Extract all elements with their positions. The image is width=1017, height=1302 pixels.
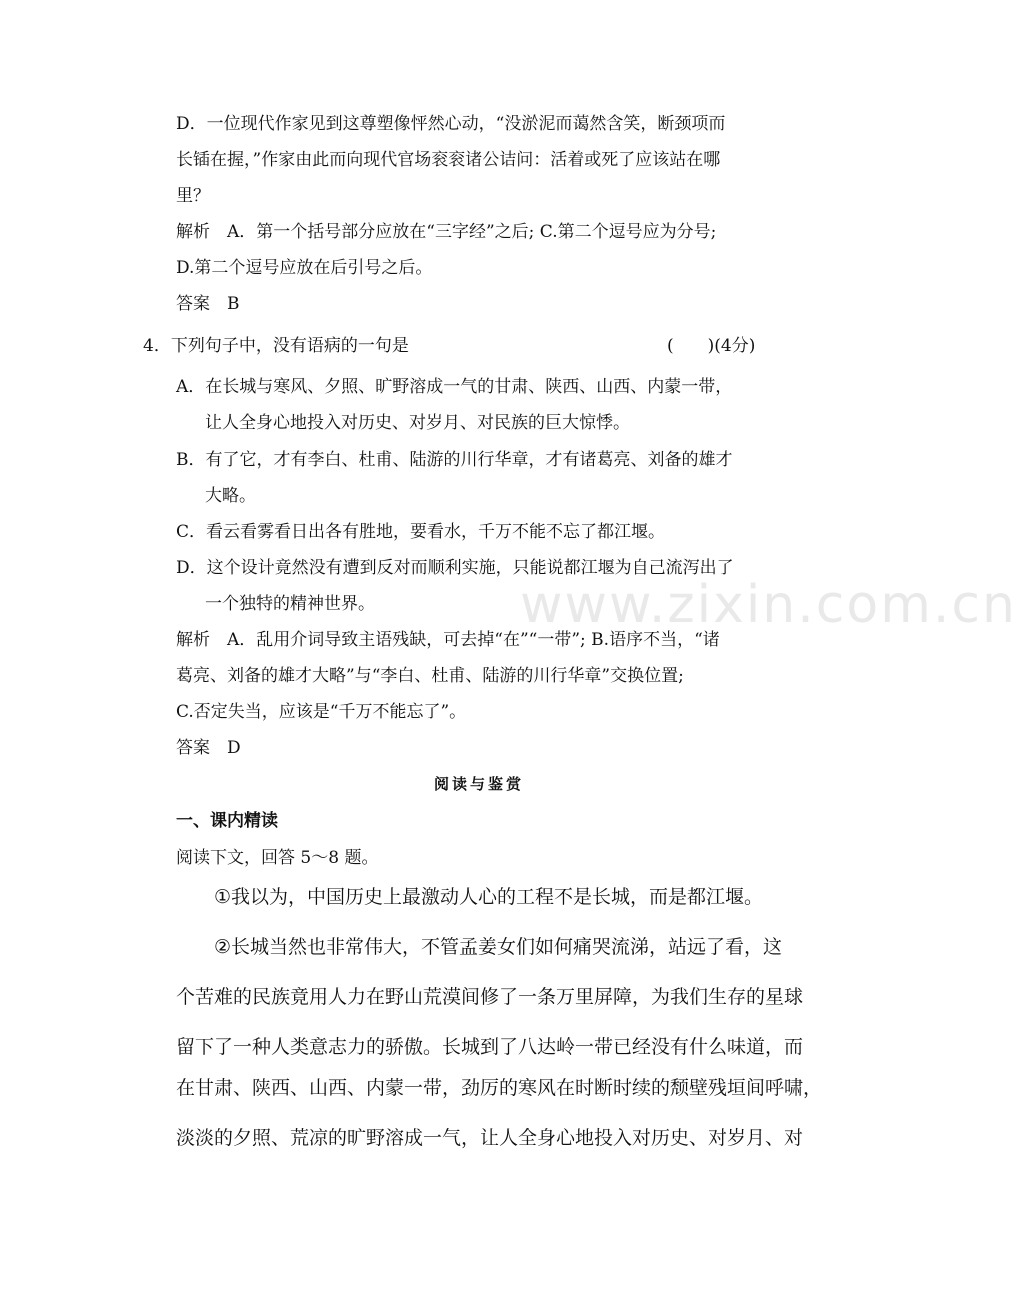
q4-answer: 答案 D [176, 738, 241, 758]
passage-line-1: ②长城当然也非常伟大，不管孟姜女们如何痛哭流涕，站远了看，这 [214, 936, 783, 958]
passage-line-3: 留下了一种人类意志力的骄傲。长城到了八达岭一带已经没有什么味道，而 [176, 1036, 804, 1058]
passage-paragraph-1: ①我以为，中国历史上最激动人心的工程不是长城，而是都江堰。 [214, 886, 764, 908]
subsection-title: 一、课内精读 [176, 811, 278, 831]
q4-option-a-line-2: 让人全身心地投入对历史、对岁月、对民族的巨大惊悸。 [205, 413, 630, 433]
q3-analysis-line-2: D.第二个逗号应放在后引号之后。 [176, 258, 433, 278]
passage-line-5: 淡淡的夕照、荒凉的旷野溶成一气，让人全身心地投入对历史、对岁月、对 [176, 1127, 804, 1149]
q3-option-d-line-2: 长锸在握，”作家由此而向现代官场衮衮诸公诘问：活着或死了应该站在哪 [176, 150, 721, 170]
q4-option-b-line-1: B．有了它，才有李白、杜甫、陆游的川行华章，才有诸葛亮、刘备的雄才 [176, 450, 733, 470]
q4-option-d-line-2: 一个独特的精神世界。 [205, 594, 375, 614]
q3-option-d-line-1: D．一位现代作家见到这尊塑像怦然心动，“没淤泥而蔼然含笑，断颈项而 [176, 114, 726, 134]
passage-line-2: 个苦难的民族竟用人力在野山荒漠间修了一条万里屏障，为我们生存的星球 [176, 986, 804, 1008]
q3-answer: 答案 B [176, 294, 240, 314]
q4-option-b-line-2: 大略。 [205, 486, 256, 506]
q4-analysis-line-1: 解析 A．乱用介词导致主语残缺，可去掉“在”“一带”; B.语序不当，“诸 [176, 630, 720, 650]
q4-score: ( )(4分) [667, 336, 756, 356]
q3-analysis-line-1: 解析 A．第一个括号部分应放在“三字经”之后; C.第二个逗号应为分号; [176, 222, 717, 242]
section-title: 阅读与鉴赏 [434, 775, 525, 793]
q4-option-c: C．看云看雾看日出各有胜地，要看水，千万不能不忘了都江堰。 [176, 522, 666, 542]
q4-analysis-line-3: C.否定失当，应该是“千万不能忘了”。 [176, 702, 467, 722]
instruction: 阅读下文，回答 5～8 题。 [176, 848, 379, 868]
passage-line-4: 在甘肃、陕西、山西、内蒙一带，劲厉的寒风在时断时续的颓壁残垣间呼啸， [176, 1077, 823, 1099]
watermark: www.zixin.com.cn [520, 575, 1017, 635]
q3-option-d-line-3: 里？ [176, 186, 210, 206]
q4-option-a-line-1: A．在长城与寒风、夕照、旷野溶成一气的甘肃、陕西、山西、内蒙一带， [176, 377, 733, 397]
q4-analysis-line-2: 葛亮、刘备的雄才大略”与“李白、杜甫、陆游的川行华章”交换位置; [176, 666, 684, 686]
q4-stem: 4．下列句子中，没有语病的一句是 [143, 336, 409, 356]
q4-option-d-line-1: D．这个设计竟然没有遭到反对而顺利实施，只能说都江堰为自己流泻出了 [176, 558, 734, 578]
